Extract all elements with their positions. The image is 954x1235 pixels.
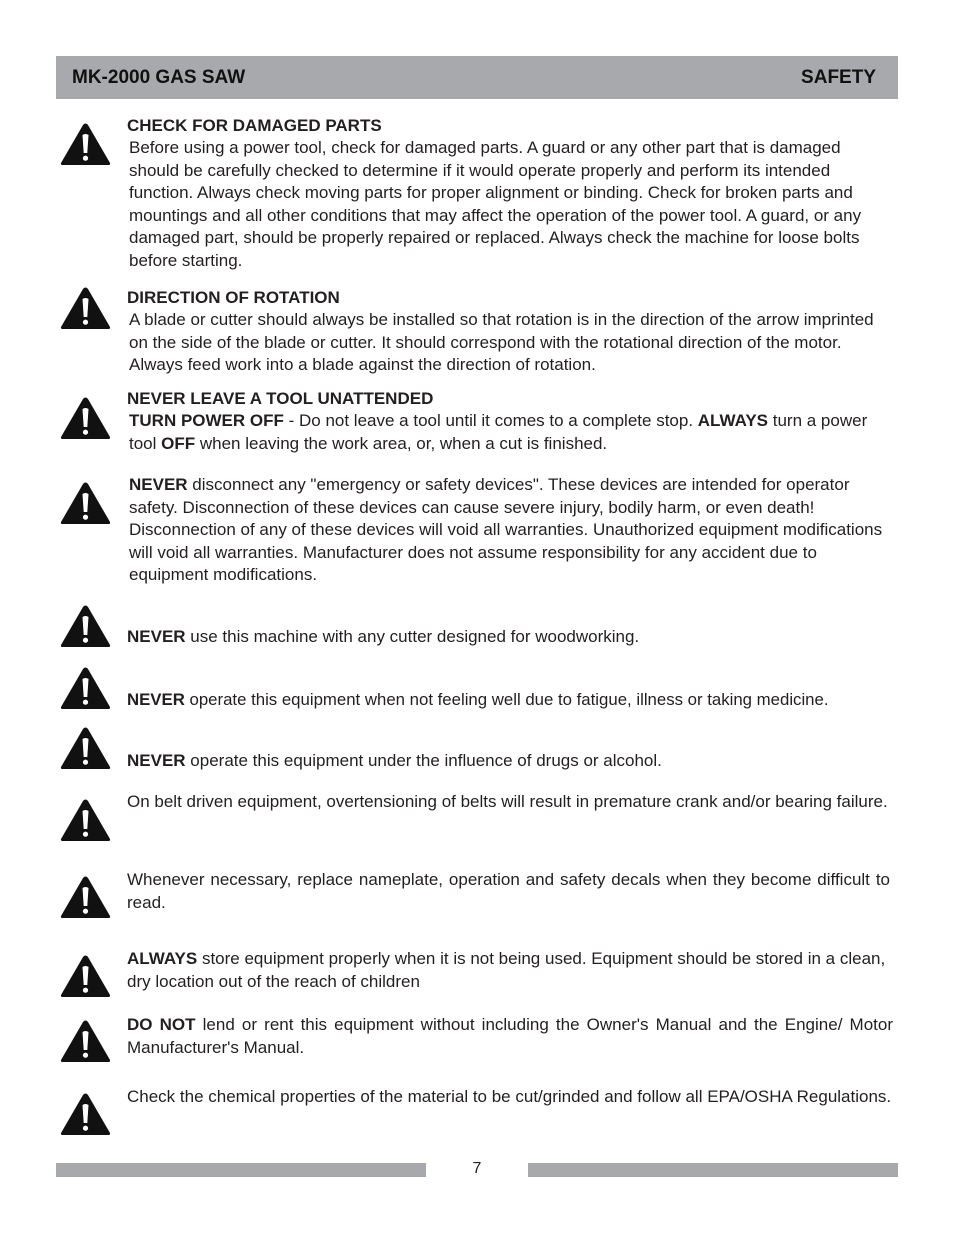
- footer-bar-left: [56, 1163, 426, 1177]
- section-heading: DIRECTION OF ROTATION: [127, 288, 340, 307]
- warning-triangle-icon: [60, 604, 111, 648]
- disconnect-section: [127, 474, 887, 587]
- body-text: turn a power tool: [129, 411, 868, 453]
- body-text: lend or rent this equipment without including the Owner's Manual and the Engine/ Motor Manufacturer's Manual.: [127, 1015, 893, 1057]
- warning-triangle-icon: [60, 954, 111, 998]
- decals-warning: [127, 869, 890, 914]
- section-body: On belt driven equipment, overtensioning of belts will result in premature crank and/or bearing failure.: [127, 792, 888, 811]
- warning-triangle-icon: [60, 726, 111, 770]
- page-header: [56, 56, 898, 99]
- body-text: - Do not leave a tool until it comes to a complete stop.: [283, 411, 698, 430]
- emphasis: NEVER: [127, 690, 185, 709]
- emphasis: TURN POWER OFF: [129, 411, 284, 430]
- section-body: [127, 474, 887, 587]
- footer-bar-right: [528, 1163, 898, 1177]
- warning-triangle-icon: [60, 396, 111, 440]
- section-heading: CHECK FOR DAMAGED PARTS: [127, 116, 382, 135]
- woodworking-warning: [127, 626, 907, 649]
- page-number: 7: [472, 1160, 482, 1177]
- body-text: use this machine with any cutter designed for woodworking.: [185, 627, 640, 646]
- warning-triangle-icon: [60, 875, 111, 919]
- unattended-section: [127, 388, 887, 455]
- body-text: disconnect any "emergency or safety devices". These devices are intended for operator safety. Disconnection of these devices can cause severe injury, bodily harm, or even death! Disconnection of any of these devices will void all warranties. Unauthorized equipment modifications will void all warranties. Manufacturer does not assume responsibility for any accident due to equipment modifications.: [129, 475, 883, 585]
- section-body: Whenever necessary, replace nameplate, operation and safety decals when they become difficult to read.: [127, 870, 890, 912]
- rotation-section: [127, 287, 887, 377]
- emphasis: NEVER: [127, 751, 186, 770]
- lend-warning: [127, 1014, 893, 1059]
- warning-triangle-icon: [60, 481, 111, 525]
- emphasis: NEVER: [129, 475, 188, 494]
- section-body: Before using a power tool, check for damaged parts. A guard or any other part that is damaged should be carefully checked to determine if it would operate properly and perform its intended function. Always check moving parts for proper alignment or binding. Check for broken parts and mountings and all other conditions that may affect the operation of the power tool. A guard, or any damaged part, should be properly repaired or replaced. Always check the machine for loose bolts before starting.: [129, 138, 862, 270]
- warning-triangle-icon: [60, 666, 111, 710]
- section-body: [127, 626, 907, 649]
- section-body: Check the chemical properties of the material to be cut/grinded and follow all EPA/OSHA Regulations.: [127, 1087, 892, 1106]
- section-title: SAFETY: [801, 66, 876, 88]
- emphasis: ALWAYS: [127, 949, 198, 968]
- belts-warning: [127, 791, 897, 814]
- section-body: [127, 1014, 893, 1059]
- section-body: [127, 410, 887, 455]
- body-text: operate this equipment under the influence of drugs or alcohol.: [185, 751, 662, 770]
- warning-triangle-icon: [60, 122, 111, 166]
- warning-triangle-icon: [60, 798, 111, 842]
- warning-triangle-icon: [60, 286, 111, 330]
- drugs-warning: [127, 750, 907, 773]
- section-body: [127, 689, 927, 712]
- store-warning: [127, 948, 897, 993]
- body-text: store equipment properly when it is not being used. Equipment should be stored in a clean, dry location out of the reach of children: [127, 949, 886, 991]
- warning-triangle-icon: [60, 1092, 111, 1136]
- section-heading: NEVER LEAVE A TOOL UNATTENDED: [127, 389, 434, 408]
- section-body: A blade or cutter should always be installed so that rotation is in the direction of the arrow imprinted on the side of the blade or cutter. It should correspond with the rotational direction of the motor. Always feed work into a blade against the direction of rotation.: [129, 310, 874, 375]
- manual-title: MK-2000 GAS SAW: [72, 66, 246, 88]
- body-text: operate this equipment when not feeling well due to fatigue, illness or taking medicine.: [184, 690, 829, 709]
- section-body: [127, 750, 907, 773]
- chemical-warning: [127, 1086, 893, 1109]
- emphasis: DO NOT: [127, 1015, 196, 1034]
- fatigue-warning: [127, 689, 927, 712]
- section-body: [127, 948, 897, 993]
- damaged-parts-section: [127, 115, 887, 273]
- warning-triangle-icon: [60, 1019, 111, 1063]
- body-text: when leaving the work area, or, when a cut is finished.: [195, 433, 608, 453]
- emphasis: OFF: [161, 433, 196, 453]
- emphasis: ALWAYS: [697, 411, 769, 430]
- emphasis: NEVER: [127, 627, 186, 646]
